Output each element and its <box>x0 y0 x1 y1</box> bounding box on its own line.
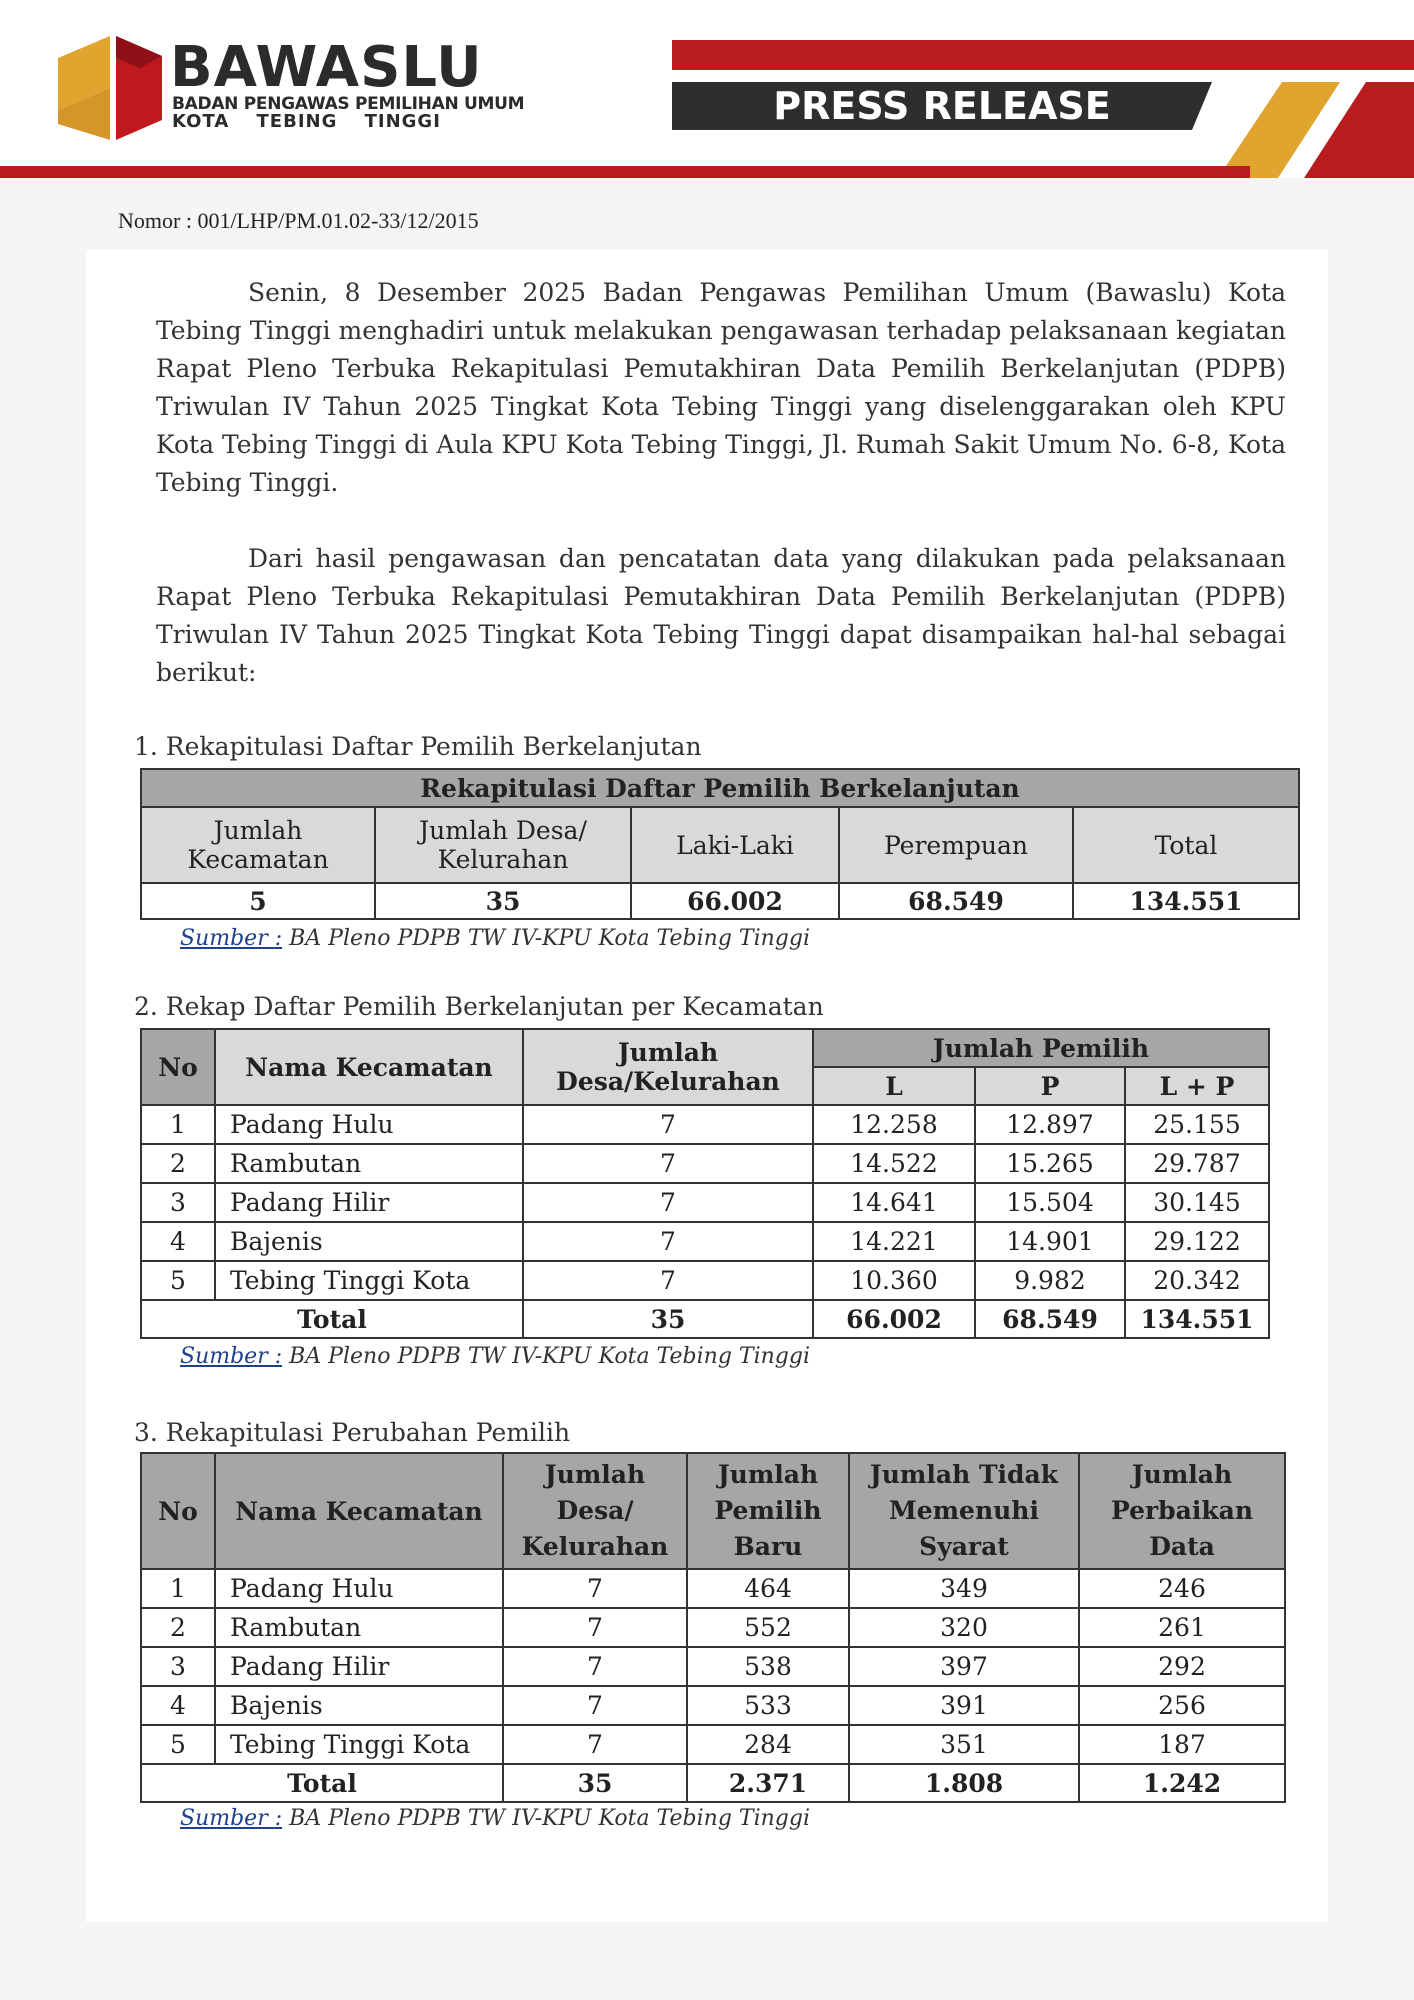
header-no: No <box>141 1029 215 1105</box>
cell-total-baru: 2.371 <box>687 1764 849 1802</box>
cell-perbaikan: 292 <box>1079 1647 1285 1686</box>
cell-baru: 538 <box>687 1647 849 1686</box>
cell-total-label: Total <box>141 1300 523 1338</box>
cell-nama: Padang Hulu <box>215 1569 503 1608</box>
cell-total-lp: 134.551 <box>1125 1300 1269 1338</box>
paragraph-1-text: Senin, 8 Desember 2025 Badan Pengawas Pemilihan Umum (Bawaslu) Kota Tebing Tinggi menghadiri untuk melakukan pengawasan terhadap pelaksanaan kegiatan Rapat Pleno Terbuka Rekapitulasi Pemutakhiran Data Pemilih Berkelanjutan (PDPB) Triwulan IV Tahun 2025 Tingkat Kota Tebing Tinggi yang diselenggarakan oleh KPU Kota Tebing Tinggi di Aula KPU Kota Tebing Tinggi, Jl. Rumah Sakit Umum No. 6-8, Kota Tebing Tinggi. <box>156 278 1286 497</box>
cell-l: 10.360 <box>813 1261 975 1300</box>
cell-l: 14.221 <box>813 1222 975 1261</box>
cell-lp: 30.145 <box>1125 1183 1269 1222</box>
source-label: Sumber : <box>180 1344 283 1369</box>
source-note-2 <box>180 1344 810 1369</box>
cell-baru: 533 <box>687 1686 849 1725</box>
table-row <box>141 1144 1269 1183</box>
value-jumlah-desa: 35 <box>375 883 631 919</box>
cell-nama: Rambutan <box>215 1144 523 1183</box>
header-jumlah-desa: Jumlah Desa/ Kelurahan <box>375 807 631 883</box>
table-row <box>141 1183 1269 1222</box>
table-row <box>141 1222 1269 1261</box>
section-1-title: 1. Rekapitulasi Daftar Pemilih Berkelanjutan <box>134 732 702 761</box>
table-row <box>141 1647 1285 1686</box>
table-row <box>141 1261 1269 1300</box>
header-laki-laki: Laki-Laki <box>631 807 839 883</box>
cell-total-label: Total <box>141 1764 503 1802</box>
cell-l: 14.522 <box>813 1144 975 1183</box>
header-tidak-memenuhi-syarat: Jumlah Tidak Memenuhi Syarat <box>849 1453 1079 1569</box>
value-total: 134.551 <box>1073 883 1299 919</box>
cell-desa: 7 <box>503 1686 687 1725</box>
paragraph-2-text: Dari hasil pengawasan dan pencatatan data yang dilakukan pada pelaksanaan Rapat Pleno Terbuka Rekapitulasi Pemutakhiran Data Pemilih Berkelanjutan (PDPB) Triwulan IV Tahun 2025 Tingkat Kota Tebing Tinggi dapat disampaikan hal-hal sebagai berikut: <box>156 544 1286 687</box>
header-jumlah-desa: Jumlah Desa/ Kelurahan <box>503 1453 687 1569</box>
paragraph-2 <box>156 540 1286 692</box>
source-note-3 <box>180 1806 810 1831</box>
cell-no: 5 <box>141 1725 215 1764</box>
cell-l: 12.258 <box>813 1105 975 1144</box>
section-3-title: 3. Rekapitulasi Perubahan Pemilih <box>134 1418 571 1447</box>
table-row <box>141 1105 1269 1144</box>
cell-perbaikan: 187 <box>1079 1725 1285 1764</box>
cell-no: 5 <box>141 1261 215 1300</box>
brand-city: KOTA TEBING TINGGI <box>172 111 441 132</box>
cell-no: 3 <box>141 1647 215 1686</box>
cell-tms: 397 <box>849 1647 1079 1686</box>
cell-nama: Rambutan <box>215 1608 503 1647</box>
table-perubahan-pemilih <box>140 1452 1286 1803</box>
cell-tms: 351 <box>849 1725 1079 1764</box>
header-jumlah-desa-kelurahan: Jumlah Desa/Kelurahan <box>523 1029 813 1105</box>
cell-baru: 464 <box>687 1569 849 1608</box>
cell-desa: 7 <box>503 1569 687 1608</box>
cell-desa: 7 <box>503 1725 687 1764</box>
header-l: L <box>813 1067 975 1105</box>
cell-desa: 7 <box>523 1144 813 1183</box>
cell-desa: 7 <box>523 1183 813 1222</box>
cell-p: 9.982 <box>975 1261 1125 1300</box>
table-row <box>141 1686 1285 1725</box>
cell-l: 14.641 <box>813 1183 975 1222</box>
cell-no: 3 <box>141 1183 215 1222</box>
source-text: BA Pleno PDPB TW IV-KPU Kota Tebing Tinggi <box>282 1344 810 1369</box>
press-release-title: PRESS RELEASE <box>773 84 1111 128</box>
cell-tms: 391 <box>849 1686 1079 1725</box>
header-p: P <box>975 1067 1125 1105</box>
cell-total-desa: 35 <box>503 1764 687 1802</box>
brand-subtitle: BADAN PENGAWAS PEMILIHAN UMUM <box>172 94 525 114</box>
cell-no: 2 <box>141 1608 215 1647</box>
header-perempuan: Perempuan <box>839 807 1073 883</box>
cell-desa: 7 <box>503 1647 687 1686</box>
header-nama-kecamatan: Nama Kecamatan <box>215 1029 523 1105</box>
cell-nama: Tebing Tinggi Kota <box>215 1725 503 1764</box>
table-row <box>141 1725 1285 1764</box>
table-row <box>141 1569 1285 1608</box>
table-row <box>141 1608 1285 1647</box>
source-label: Sumber : <box>180 1806 283 1831</box>
cell-no: 4 <box>141 1222 215 1261</box>
header-jumlah-kecamatan: Jumlah Kecamatan <box>141 807 375 883</box>
cell-nama: Bajenis <box>215 1686 503 1725</box>
cell-desa: 7 <box>523 1105 813 1144</box>
header-lp: L + P <box>1125 1067 1269 1105</box>
cell-lp: 25.155 <box>1125 1105 1269 1144</box>
paragraph-1 <box>156 274 1286 502</box>
cell-baru: 552 <box>687 1608 849 1647</box>
cell-nama: Padang Hilir <box>215 1183 523 1222</box>
cell-total-perbaikan: 1.242 <box>1079 1764 1285 1802</box>
cell-baru: 284 <box>687 1725 849 1764</box>
header-nama-kecamatan: Nama Kecamatan <box>215 1453 503 1569</box>
cell-p: 14.901 <box>975 1222 1125 1261</box>
table-rekap-pemilih <box>140 768 1300 920</box>
brand-name: BAWASLU <box>170 35 483 100</box>
cell-nama: Tebing Tinggi Kota <box>215 1261 523 1300</box>
document-number: Nomor : 001/LHP/PM.01.02-33/12/2015 <box>118 208 479 233</box>
cell-nama: Padang Hilir <box>215 1647 503 1686</box>
value-perempuan: 68.549 <box>839 883 1073 919</box>
source-text: BA Pleno PDPB TW IV-KPU Kota Tebing Tinggi <box>282 926 810 951</box>
source-note-1 <box>180 926 810 951</box>
cell-total-p: 68.549 <box>975 1300 1125 1338</box>
cell-p: 15.504 <box>975 1183 1125 1222</box>
table-rekap-per-kecamatan <box>140 1028 1270 1339</box>
cell-perbaikan: 261 <box>1079 1608 1285 1647</box>
cell-nama: Padang Hulu <box>215 1105 523 1144</box>
cell-no: 1 <box>141 1105 215 1144</box>
cell-total-desa: 35 <box>523 1300 813 1338</box>
cell-lp: 20.342 <box>1125 1261 1269 1300</box>
cell-desa: 7 <box>503 1608 687 1647</box>
value-laki-laki: 66.002 <box>631 883 839 919</box>
cell-lp: 29.122 <box>1125 1222 1269 1261</box>
cell-total-tms: 1.808 <box>849 1764 1079 1802</box>
header <box>0 0 1414 178</box>
cell-perbaikan: 246 <box>1079 1569 1285 1608</box>
cell-desa: 7 <box>523 1222 813 1261</box>
header-jumlah-pemilih: Jumlah Pemilih <box>813 1029 1269 1067</box>
table-1-title: Rekapitulasi Daftar Pemilih Berkelanjutan <box>141 769 1299 807</box>
cell-perbaikan: 256 <box>1079 1686 1285 1725</box>
section-2-title: 2. Rekap Daftar Pemilih Berkelanjutan per Kecamatan <box>134 992 824 1021</box>
cell-tms: 349 <box>849 1569 1079 1608</box>
table-total-row <box>141 1300 1269 1338</box>
cell-nama: Bajenis <box>215 1222 523 1261</box>
source-text: BA Pleno PDPB TW IV-KPU Kota Tebing Tinggi <box>282 1806 810 1831</box>
bawaslu-logo-icon <box>50 28 170 148</box>
table-total-row <box>141 1764 1285 1802</box>
header-no: No <box>141 1453 215 1569</box>
cell-desa: 7 <box>523 1261 813 1300</box>
source-label: Sumber : <box>180 926 283 951</box>
cell-p: 12.897 <box>975 1105 1125 1144</box>
cell-total-l: 66.002 <box>813 1300 975 1338</box>
header-perbaikan-data: Jumlah Perbaikan Data <box>1079 1453 1285 1569</box>
cell-p: 15.265 <box>975 1144 1125 1183</box>
cell-tms: 320 <box>849 1608 1079 1647</box>
value-jumlah-kecamatan: 5 <box>141 883 375 919</box>
cell-no: 4 <box>141 1686 215 1725</box>
cell-lp: 29.787 <box>1125 1144 1269 1183</box>
header-pemilih-baru: Jumlah Pemilih Baru <box>687 1453 849 1569</box>
cell-no: 2 <box>141 1144 215 1183</box>
header-total: Total <box>1073 807 1299 883</box>
cell-no: 1 <box>141 1569 215 1608</box>
